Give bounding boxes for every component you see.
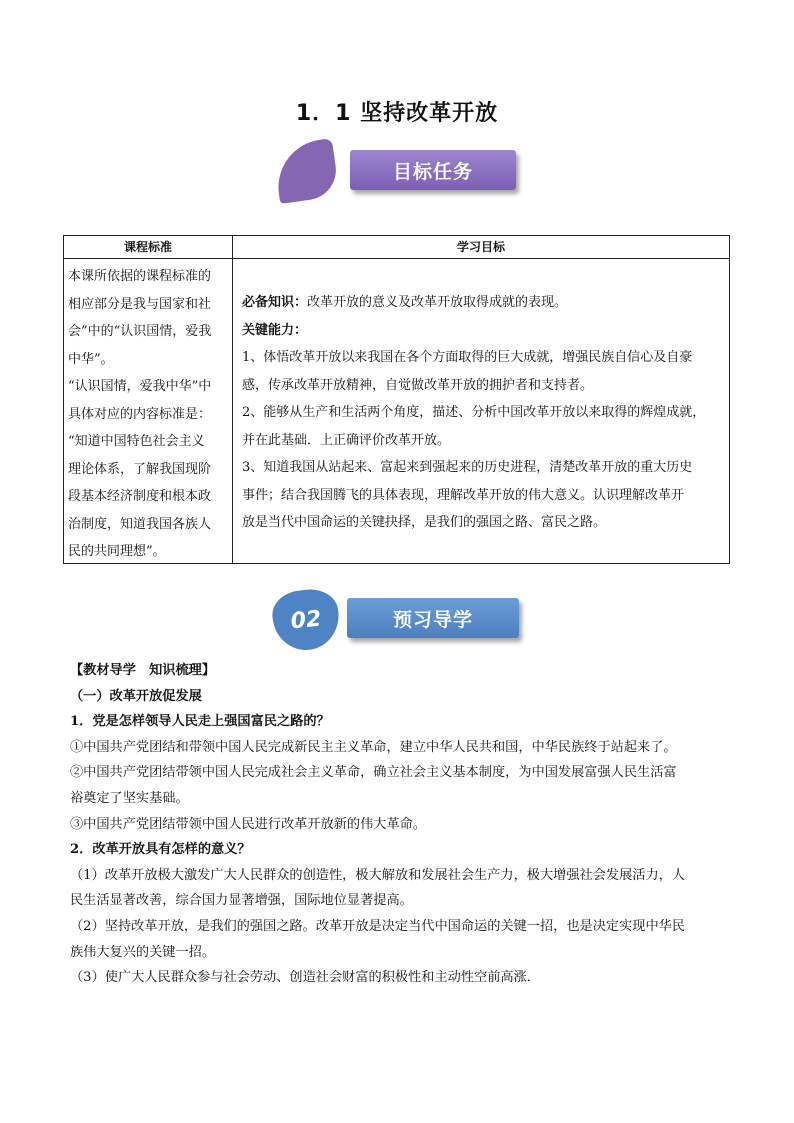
standard-line: 民的共同理想”。 [68, 544, 166, 559]
answer-line: （1）改革开放极大激发广大人民群众的创造性，极大解放和发展社会生产力，极大增强社会发展活力，人 [70, 867, 686, 883]
study-guide [70, 658, 730, 991]
goal-line: 3、知道我国从站起来、富起来到强起来的历史进程，清楚改革开放的重大历史 [242, 460, 693, 475]
question-1: 1．党是怎样领导人民走上强国富民之路的？ [70, 714, 330, 730]
subsection-heading: （一）改革开放促发展 [70, 688, 202, 704]
table-header-divider [64, 258, 729, 259]
table-header-goals: 学习目标 [456, 240, 505, 254]
goals-cell [242, 289, 727, 537]
knowledge-text: 改革开放的意义及改革开放取得成就的表现。 [307, 295, 568, 310]
goal-line: 2、能够从生产和生活两个角度，描述、分析中国改革开放以来取得的辉煌成就， [242, 405, 706, 420]
goal-line: 1、体悟改革开放以来我国在各个方面取得的巨大成就，增强民族自信心及自豪 [242, 350, 693, 365]
standard-line: “知道中国特色社会主义 [68, 434, 205, 449]
standard-line: 中华”。 [68, 351, 114, 367]
answer-line: ①中国共产党团结和带领中国人民完成新民主主义革命，建立中华人民共和国，中华民族终于站起来了。 [70, 739, 677, 755]
table-header-standard: 课程标准 [123, 240, 172, 254]
table-column-divider [232, 236, 233, 563]
answer-line: 裕奠定了坚实基础。 [70, 790, 189, 806]
standard-line: 会”中的“认识国情，爱我 [68, 324, 212, 339]
objectives-table [63, 235, 730, 564]
answer-line: ③中国共产党团结带领中国人民进行改革开放新的伟大革命。 [70, 816, 427, 832]
standard-line: 理论体系，了解我国现阶 [68, 461, 212, 477]
question-2: 2．改革开放具有怎样的意义？ [70, 842, 251, 858]
goal-line: 放是当代中国命运的关键抉择，是我们的强国之路、富民之路。 [242, 515, 607, 530]
standard-line: “认识国情，爱我中华”中 [68, 379, 212, 394]
answer-line: ②中国共产党团结带领中国人民完成社会主义革命，确立社会主义基本制度，为中国发展富强人民生活富 [70, 765, 677, 781]
goal-line: 感，传承改革开放精神，自觉做改革开放的拥护者和支持者。 [242, 377, 594, 393]
preview-banner [273, 590, 523, 652]
goal-line: 并在此基础．上正确评价改革开放。 [242, 432, 451, 448]
section-number-badge: 02 [270, 587, 342, 654]
ability-label: 关键能力： [242, 322, 308, 338]
standard-line: 本课所依据的课程标准的 [68, 269, 212, 284]
knowledge-label: 必备知识： [242, 295, 308, 310]
page-title: 1．1 坚持改革开放 [295, 101, 499, 126]
answer-line: （2）坚持改革开放，是我们的强国之路。改革开放是决定当代中国命运的关键一招，也是决定实现中华民 [70, 918, 686, 934]
standard-line: 相应部分是我与国家和社 [68, 296, 212, 312]
standard-cell [68, 263, 230, 566]
answer-line: （3）使广大人民群众参与社会劳动、创造社会财富的积极性和主动性空前高涨． [70, 970, 540, 986]
knowledge-line [242, 289, 727, 317]
preview-banner-label: 预习导学 [347, 598, 519, 638]
standard-line: 段基本经济制度和根本政 [68, 489, 212, 504]
answer-line: 族伟大复兴的关键一招。 [70, 944, 216, 960]
goal-banner [276, 140, 521, 200]
goal-line: 事件；结合我国腾飞的具体表现，理解改革开放的伟大意义。认识理解改革开 [242, 487, 685, 503]
answer-line: 民生活显著改善，综合国力显著增强，国际地位显著提高。 [70, 893, 413, 909]
section-heading: 【教材导学 知识梳理】 [70, 663, 216, 678]
goal-banner-label: 目标任务 [350, 150, 516, 190]
banner-shape-icon [272, 138, 339, 204]
standard-line: 治制度，知道我国各族人 [68, 516, 212, 532]
standard-line: 具体对应的内容标准是： [68, 406, 212, 422]
